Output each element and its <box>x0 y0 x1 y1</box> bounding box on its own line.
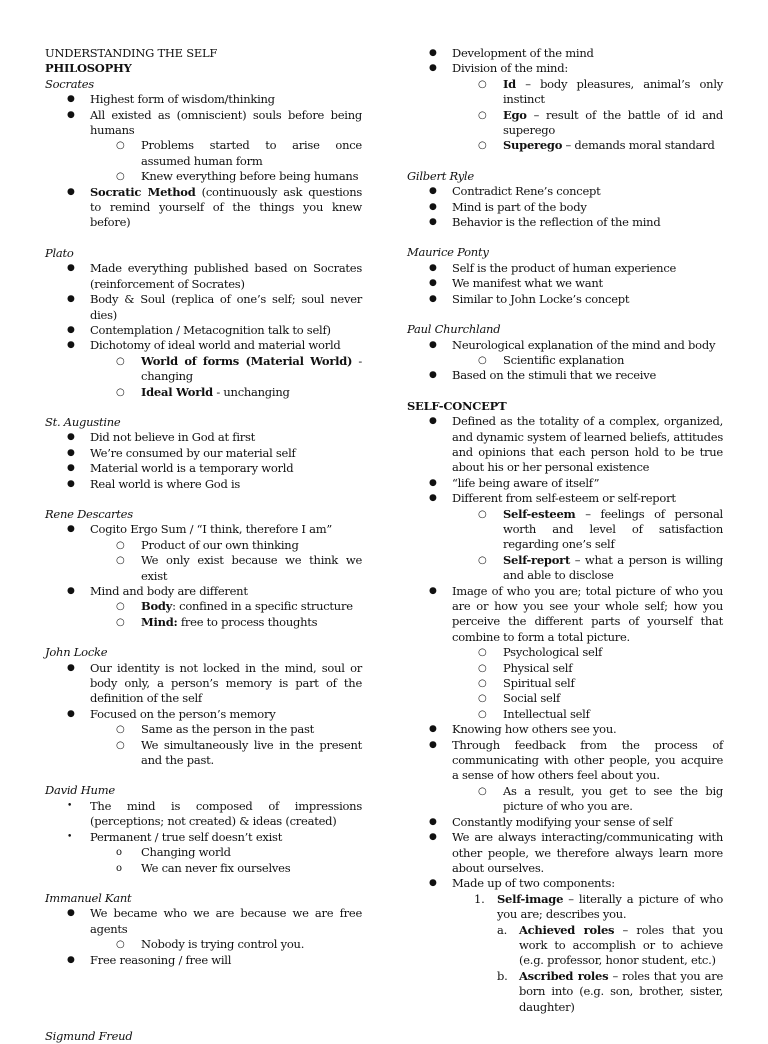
list-item: ○ Product of our own thinking <box>116 537 299 552</box>
philosopher-name: Rene Descartes <box>45 506 133 521</box>
circle-bullet-icon: ○ <box>478 693 487 705</box>
plato-list <box>45 261 362 400</box>
list-item: ● Through feedback from the process of communicating with other people, you acquire a sense of how others feel about you. ○ As a result, you get to see the big picture of who you are. <box>429 737 723 814</box>
list-item: ● Cogito Ergo Sum / “I think, therefore I am” ○ Product of our own thinking ○ We only exist because we think we exist <box>67 522 362 583</box>
circle-bullet-icon: ○ <box>478 785 487 797</box>
list-item: ● Free reasoning / free will <box>67 952 232 967</box>
list-item: ● We are always interacting/communicating with other people, we therefore always learn more about ourselves. <box>429 830 723 875</box>
list-item: ● Made everything published based on Socrates (reinforcement of Socrates) <box>67 261 362 291</box>
circle-bullet-icon: ○ <box>116 616 125 628</box>
bullet-icon: ● <box>429 186 437 197</box>
section-heading-philosophy: PHILOSOPHY <box>45 61 132 76</box>
list-item: ○ Physical self <box>478 660 573 675</box>
sub-list <box>116 937 362 952</box>
list-item: ● Constantly modifying your sense of self <box>429 814 673 829</box>
list-item: ● Did not believe in God at first <box>67 430 256 445</box>
list-item: ● Defined as the totality of a complex, organized, and dynamic system of learned beliefs, attitudes and opinions that each person hold to be true about his or her personal existence <box>429 414 723 475</box>
circle-bullet-icon: ○ <box>116 939 125 951</box>
list-item: ● Material world is a temporary world <box>67 461 294 476</box>
circle-bullet-icon: ○ <box>478 554 487 566</box>
philosopher-name: Plato <box>45 245 74 260</box>
sub-list <box>116 538 362 584</box>
list-item: ● All existed as (omniscient) souls before being humans ○ Problems started to arise once assumed human form ○ Knew everything before being humans <box>67 107 362 184</box>
sub-list <box>478 77 723 154</box>
philosopher-name: David Hume <box>45 783 115 798</box>
ponty-list <box>407 261 723 307</box>
list-item: ○ Problems started to arise once assumed human form <box>116 138 362 168</box>
philosopher-name: St. Augustine <box>45 414 121 429</box>
bullet-icon: ● <box>67 263 75 274</box>
list-item: ○ Social self <box>478 691 561 706</box>
bullet-icon: ● <box>429 48 437 58</box>
list-item: ○ Knew everything before being humans <box>116 169 359 184</box>
ryle-list <box>407 184 723 230</box>
list-item: ○ Id – body pleasures, animal’s only instinct <box>478 76 723 107</box>
sub-list <box>478 507 723 584</box>
list-item: ● Body & Soul (replica of one’s self; soul never dies) <box>67 292 362 322</box>
bullet-icon: ● <box>429 477 437 488</box>
list-item: ● Division of the mind: ○ Id – body pleasures, animal’s only instinct ○ Ego – result of the battle of id and superego ○ Superego – demands moral standard <box>429 61 723 153</box>
list-item: b. Ascribed roles – roles that you are born into (e.g. son, brother, sister, daughter) <box>497 968 723 1014</box>
sub-list <box>116 722 362 768</box>
circle-bullet-icon: ○ <box>116 140 125 152</box>
left-column <box>45 46 362 1044</box>
bullet-icon: ● <box>67 954 75 965</box>
list-item: ○ Ideal World - unchanging <box>116 384 290 399</box>
list-item: ○ Psychological self <box>478 645 603 660</box>
bullet-icon: ● <box>429 832 437 843</box>
circle-bullet-icon: ○ <box>478 708 487 720</box>
letter-marker: b. <box>497 968 508 983</box>
bullet-icon: ● <box>67 908 75 919</box>
list-item: ● Knowing how others see you. <box>429 722 617 737</box>
list-item: o Changing world <box>116 845 231 860</box>
bullet-icon: ● <box>429 339 437 350</box>
circle-bullet-icon: ○ <box>116 601 125 613</box>
locke-list <box>45 661 362 769</box>
list-item: ○ Scientific explanation <box>478 352 625 367</box>
bullet-icon: ● <box>429 816 437 827</box>
list-item: • Permanent / true self doesn’t exist o Changing world o We can never fix ourselves <box>45 830 362 876</box>
hume-list <box>45 799 362 876</box>
bullet-icon: ● <box>429 724 437 735</box>
list-item: ○ Mind: free to process thoughts <box>116 614 318 629</box>
list-item: ● “life being aware of itself” <box>429 475 600 490</box>
bullet-icon: ● <box>429 278 437 289</box>
circle-bullet-icon: ○ <box>116 555 125 567</box>
bullet-icon: ● <box>67 340 75 351</box>
list-item: ○ Superego – demands moral standard <box>478 138 715 153</box>
descartes-list <box>45 522 362 630</box>
list-item: ● We manifest what we want <box>429 276 603 291</box>
list-item: ● We’re consumed by our material self <box>67 445 296 460</box>
list-item: ● Contemplation / Metacognition talk to self) <box>67 322 331 337</box>
bullet-icon: ● <box>429 416 437 427</box>
list-item: ● Development of the mind <box>429 46 594 60</box>
philosopher-name: Maurice Ponty <box>407 245 489 260</box>
philosopher-name: Gilbert Ryle <box>407 168 474 183</box>
circle-bullet-icon: ○ <box>478 662 487 674</box>
numbered-list <box>452 892 723 1015</box>
list-item: ○ Nobody is trying control you. <box>116 937 305 952</box>
list-item: ● Based on the stimuli that we receive <box>429 368 657 383</box>
sub-list <box>116 354 362 400</box>
list-item: ● Behavior is the reflection of the mind <box>429 215 661 230</box>
bullet-icon: ● <box>429 370 437 381</box>
bullet-icon: ● <box>429 585 437 596</box>
sub-list <box>116 845 362 876</box>
philosopher-name: Paul Churchland <box>407 322 501 337</box>
bullet-icon: ● <box>67 186 75 197</box>
list-item: ○ World of forms (Material World) - changing <box>116 353 363 384</box>
philosopher-name: Immanuel Kant <box>45 890 132 905</box>
bullet-icon: ● <box>429 293 437 304</box>
list-item: ○ Same as the person in the past <box>116 722 315 737</box>
number-marker: 1. <box>474 891 485 906</box>
freud-list <box>407 46 723 154</box>
circle-bullet-icon: o <box>116 847 122 859</box>
list-item: ○ Self-report – what a person is willing and able to disclose <box>478 552 723 583</box>
circle-bullet-icon: ○ <box>478 647 487 659</box>
circle-bullet-icon: ○ <box>116 739 125 751</box>
list-item: ○ We simultaneously live in the present and the past. <box>116 737 362 768</box>
bullet-icon: ● <box>67 586 75 596</box>
list-item: ● We became who we are because we are free agents ○ Nobody is trying control you. <box>67 906 362 952</box>
list-item: ● Contradict Rene’s concept <box>429 184 601 199</box>
circle-bullet-icon: ○ <box>116 539 125 551</box>
list-item: ● Similar to John Locke’s concept <box>429 291 630 306</box>
list-item: ○ Self-esteem – feelings of personal worth and level of satisfaction regarding one’s self <box>478 506 723 552</box>
list-item: ● Self is the product of human experience <box>429 260 677 275</box>
list-item: ● Socratic Method (continuously ask questions to remind yourself of the things you knew before) <box>67 184 362 230</box>
list-item: ○ As a result, you get to see the big picture of who you are. <box>478 783 723 814</box>
bullet-icon: ● <box>429 878 437 889</box>
list-item: ○ Intellectual self <box>478 706 590 721</box>
circle-bullet-icon: ○ <box>116 724 125 736</box>
list-item: ○ Body: confined in a specific structure <box>116 599 353 614</box>
list-item: ○ Ego – result of the battle of id and superego <box>478 107 723 138</box>
socrates-list <box>45 92 362 231</box>
list-item: • The mind is composed of impressions (perceptions; not created) & ideas (created) <box>67 798 362 829</box>
bullet-icon: ● <box>429 739 437 750</box>
document-title: UNDERSTANDING THE SELF <box>45 46 218 60</box>
circle-bullet-icon: ○ <box>478 109 487 121</box>
list-item: ● Highest form of wisdom/thinking <box>67 92 275 107</box>
circle-bullet-icon: ○ <box>116 386 125 398</box>
circle-bullet-icon: ○ <box>478 140 487 152</box>
list-item: ● Made up of two components: 1. Self-image – literally a picture of who you are; describes you. a. Achieved roles – roles that you work to accomplish or to achieve (e.g. professor, honor student, etc.) b. Ascribed roles – roles that you are born into (e.g. son, brother, sister, daughter) <box>429 876 724 1014</box>
augustine-list <box>45 430 362 492</box>
bullet-icon: ● <box>67 432 75 443</box>
sub-list <box>478 784 723 815</box>
philosopher-name: Socrates <box>45 76 94 91</box>
bullet-icon: ● <box>67 524 75 535</box>
circle-bullet-icon: ○ <box>116 355 125 367</box>
letter-marker: a. <box>497 922 508 937</box>
churchland-list <box>407 338 723 384</box>
kant-list <box>45 906 362 968</box>
circle-bullet-icon: ○ <box>116 171 125 183</box>
bullet-icon: ● <box>67 478 75 489</box>
list-item: ● Image of who you are; total picture of who you are or how you see your whole self; how you perceive the different parts of yourself that combine to form a total picture. ○ Psychological self ○ Physical self ○ Spiritual self ○ Social self ○ Intellectual self <box>429 583 723 721</box>
circle-bullet-icon: ○ <box>478 678 487 690</box>
list-item: ● Focused on the person’s memory ○ Same as the person in the past ○ We simultaneously live in the present and the past. <box>67 706 362 768</box>
self-concept-list <box>407 414 723 1015</box>
bullet-icon: ● <box>67 324 75 335</box>
list-item: ● Different from self-esteem or self-report ○ Self-esteem – feelings of personal worth and level of satisfaction regarding one’s self ○ Self-report – what a person is willing and able to disclose <box>429 491 723 583</box>
circle-bullet-icon: ○ <box>478 78 487 90</box>
list-item: ○ Spiritual self <box>478 676 575 691</box>
bullet-icon: ● <box>429 201 437 212</box>
philosopher-name: John Locke <box>45 645 108 660</box>
list-item: ● Our identity is not locked in the mind, soul or body only, a person’s memory is part of the definition of the self <box>67 660 362 706</box>
sub-list <box>116 138 362 184</box>
list-item: o We can never fix ourselves <box>116 860 291 875</box>
bullet-icon: ● <box>67 447 75 458</box>
lettered-list <box>497 923 723 1015</box>
bullet-icon: ● <box>67 94 75 105</box>
list-item: ● Dichotomy of ideal world and material world ○ World of forms (Material World) - changing ○ Ideal World - unchanging <box>67 338 363 399</box>
list-item: ● Mind and body are different ○ Body: confined in a specific structure ○ Mind: free to process thoughts <box>45 584 362 630</box>
list-item: ● Mind is part of the body <box>429 199 587 214</box>
bullet-icon: ● <box>429 63 437 74</box>
circle-bullet-icon: ○ <box>478 354 487 366</box>
list-item: ● Real world is where God is <box>67 476 241 491</box>
section-heading-self-concept: SELF-CONCEPT <box>407 398 507 413</box>
list-item: 1. Self-image – literally a picture of who you are; describes you. a. Achieved roles – roles that you work to accomplish or to achieve (e.g. professor, honor student, etc.) b. Ascribed roles – roles that you are born into (e.g. son, brother, sister, daughter) <box>474 891 724 1014</box>
bullet-icon: • <box>67 800 73 811</box>
bullet-icon: ● <box>67 294 75 305</box>
bullet-icon: ● <box>429 217 437 228</box>
bullet-icon: ● <box>429 262 437 273</box>
sub-list <box>478 353 723 368</box>
bullet-icon: ● <box>429 493 437 504</box>
bullet-icon: ● <box>67 708 75 719</box>
list-item: a. Achieved roles – roles that you work to accomplish or to achieve (e.g. professor, honor student, etc.) <box>497 922 724 968</box>
list-item: ○ We only exist because we think we exist <box>116 553 362 583</box>
philosopher-name: Sigmund Freud <box>45 1028 133 1043</box>
list-item: ● Neurological explanation of the mind and body ○ Scientific explanation <box>407 338 723 369</box>
bullet-icon: ● <box>67 662 75 673</box>
bullet-icon: • <box>67 831 73 842</box>
bullet-icon: ● <box>67 109 75 120</box>
sub-list <box>478 645 723 722</box>
sub-list <box>116 599 362 630</box>
right-column <box>407 46 723 1015</box>
circle-bullet-icon: ○ <box>478 508 487 520</box>
circle-bullet-icon: o <box>116 862 122 874</box>
bullet-icon: ● <box>67 463 75 474</box>
